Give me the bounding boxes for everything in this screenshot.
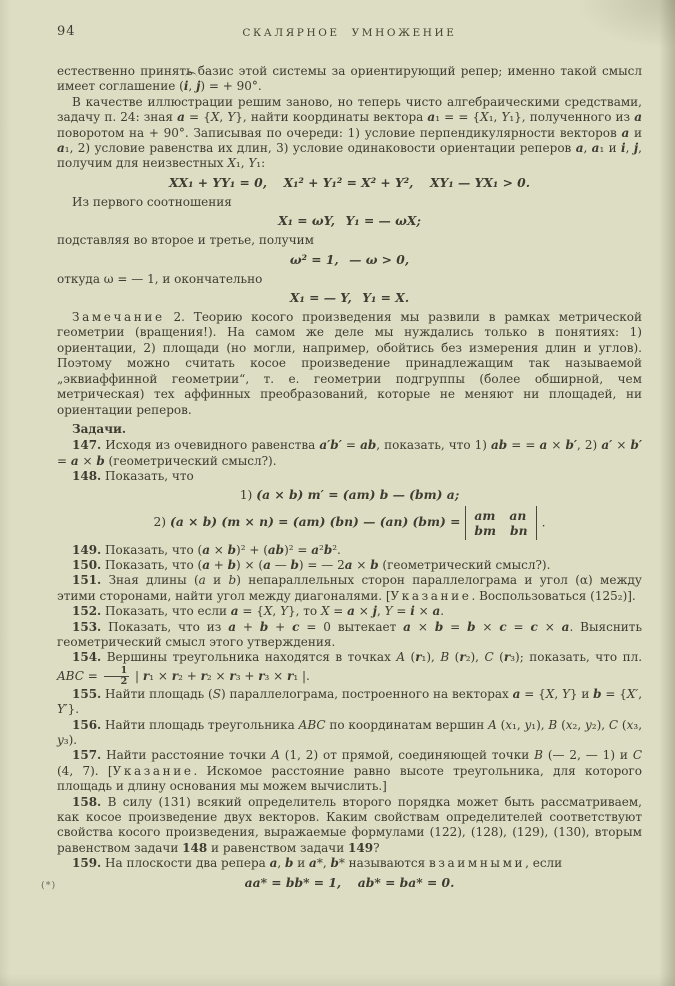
problem-151: 151. Зная длины (a и b) непараллельных сторон параллелограма и угол (α) между этими сторонами, найти угол между диагоналями. [Указание. Воспользоваться (125₂)]. [57, 573, 642, 603]
problem-153: 153. Показать, что из a + b + c = 0 вытекает a × b = b × c = c × a. Выяснить геометрический смысл этого утверждения. [57, 619, 642, 649]
determinant-cell: bn [510, 522, 528, 538]
problem-154-post: | r₁ × r₂ + r₂ × r₃ + r₃ × r₁ |. [135, 668, 310, 683]
page-number: 94 [57, 24, 76, 39]
determinant [465, 506, 536, 540]
problem-154-pre: 154. Вершины треугольника находятся в точках A (r₁), B (r₂), C (r₃); показать, что пл. ABC = [57, 650, 643, 683]
formula-148-2-left: 2) (a × b) (m × n) = (am) (bn) — (an) (bm) = [153, 514, 461, 530]
formula-omega-squared: ω² = 1, — ω > 0, [289, 251, 410, 267]
problem-148-intro: 148. Показать, что [72, 469, 194, 484]
paragraph-from-first: Из первого соотношения [72, 194, 232, 209]
running-title: СКАЛЯРНОЕ УМНОЖЕНИЕ [242, 27, 457, 39]
problem-152: 152. Показать, что если a = {X, Y}, то X = a × j, Y = i × a. [72, 604, 445, 619]
formula-148-2-end: . [541, 515, 546, 530]
fraction-one-half [104, 666, 130, 687]
problem-147: 147. Исходя из очевидного равенства a′b′ = ab, показать, что 1) ab = = a × b′, 2) a′ × b′ = a × b (геометрический смысл?). [57, 438, 643, 468]
paragraph-intro-2: В качестве иллюстрации решим заново, но теперь чисто алгебраическими средствами, задачу п. 24: зная a = {X, Y}, найти координаты вектора a₁ = = {X₁, Y₁}, полученного из a поворотом на + 90°. Записывая по очереди: 1) условие перпендикулярности векторов a и a₁, 2) условие равенства их длин, 3) условие одинаковости ориентации реперов a, a₁ и i, j, получим для неизвестных X₁, Y₁: [57, 94, 642, 171]
tasks-heading: Задачи. [72, 421, 127, 436]
formula-159 [41, 874, 642, 891]
intro-1-pre: естественно принять базис этой системы за ориентирующий репер; именно такой смысл имеет соглашение ( [57, 64, 642, 94]
determinant-cell: am [474, 507, 496, 523]
paragraph-whence: откуда ω = — 1, и окончательно [57, 271, 263, 286]
footnote-marker: (*) [41, 879, 57, 891]
problem-154 [57, 650, 642, 686]
formula-final-result: X₁ = — Y, Y₁ = X. [289, 290, 410, 306]
fraction-numerator: 1 [120, 664, 128, 676]
problem-156: 156. Найти площадь треугольника ABC по координатам вершин A (x₁, y₁), B (x₂, y₂), C (x₃, y₃). [57, 717, 643, 747]
determinant-cell: bm [474, 522, 497, 538]
running-header [57, 24, 642, 42]
problem-149: 149. Показать, что (a × b)² + (ab)² = a²b². [72, 542, 341, 557]
paragraph-remark-2: Замечание 2. Теорию косого произведения мы развили в рамках метрической геометрии (вращения!). На самом же деле мы нуждались только в понятиях: 1) ориентации, 2) площади (но могли, например, обойтись без измерения длин и углов). Поэтому можно считать косое произведение принадлежащим так называемой „эквиаффинной геометрии“, т. е. геометрии подгруппы (более обширной, чем метрическая) тех аффинных преобразований, которые не меняют ни площадей, ни ориентации реперов. [57, 310, 642, 417]
formula-148-2 [57, 506, 642, 540]
formula-159-body: aa* = bb* = 1, ab* = ba* = 0. [244, 874, 455, 890]
formula-148-1: 1) (a × b) m′ = (am) b — (bm) a; [239, 486, 460, 502]
problem-150: 150. Показать, что (a + b) × (a — b) = — 2a × b (геометрический смысл?). [72, 557, 551, 572]
problem-157: 157. Найти расстояние точки A (1, 2) от прямой, соединяющей точки B (— 2, — 1) и C (4, 7). [Указание. Искомое расстояние равно высоте треугольника, для которого площадь и длину основания мы можем вычислить.] [57, 748, 642, 794]
angle-vectors: i, j [183, 79, 201, 94]
page-content [41, 24, 643, 895]
determinant-cell: an [509, 507, 527, 523]
determinant-row [474, 508, 527, 523]
paragraph-substituting: подставляя во второе и третье, получим [57, 233, 315, 248]
problem-155: 155. Найти площадь (S) параллелограма, построенного на векторах a = {X, Y} и b = {X′, Y′}. [57, 686, 643, 717]
fraction-denominator: 2 [104, 676, 130, 687]
formula-conditions: XX₁ + YY₁ = 0, X₁² + Y₁² = X² + Y², XY₁ — YX₁ > 0. [168, 174, 531, 190]
problem-158: 158. В силу (131) всякий определитель второго порядка может быть рассматриваем, как косое произведение двух векторов. Каким свойствам определителей соответствуют свойства косого произведения, выражаемые формулами (122), (128), (129), (130), вторым равенством задачи 148 и равенством задачи 149? [57, 794, 642, 855]
problem-159: 159. На плоскости два репера a, b и a*, b* называются взаимными, если [72, 856, 563, 871]
intro-1-post: ) = + 90°. [200, 79, 262, 94]
formula-omega-substitution: X₁ = ωY, Y₁ = — ωX; [278, 213, 421, 229]
paragraph-intro-1 [57, 64, 642, 95]
determinant-row [474, 523, 527, 538]
angle-expression [184, 79, 201, 94]
angle-arc-icon [185, 72, 198, 79]
